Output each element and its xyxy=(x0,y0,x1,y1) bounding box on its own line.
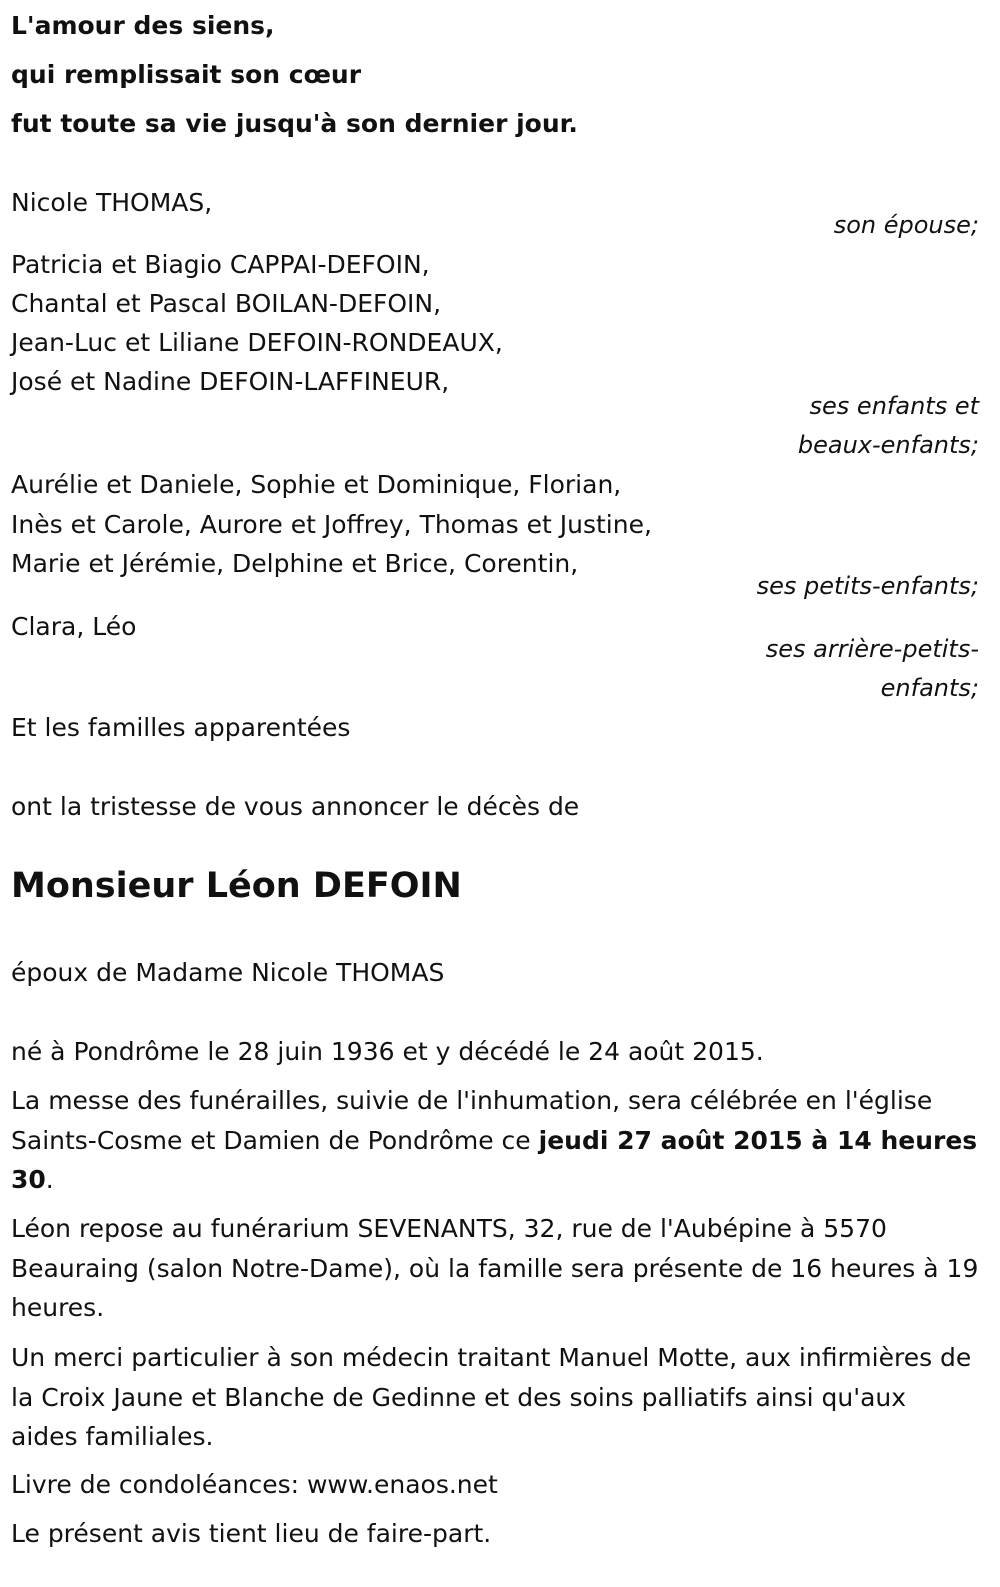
grandchildren-relation: ses petits-enfants; xyxy=(756,572,979,600)
great-grandchildren-names: Clara, Léo xyxy=(11,612,137,641)
grandchildren-names: Marie et Jérémie, Delphine et Brice, Corentin, xyxy=(11,549,579,578)
motto-line-2: qui remplissait son cœur xyxy=(11,60,362,89)
relatives-line: Et les familles apparentées xyxy=(11,713,351,742)
visitation-paragraph: Léon repose au funérarium SEVENANTS, 32, rue de l'Aubépine à 5570 Beauraing (salon Notre-Dame), où la famille sera présente de 16 heures à 19 heures. xyxy=(11,1214,979,1322)
child-couple: José et Nadine DEFOIN-LAFFINEUR, xyxy=(11,367,450,396)
announcement-line: ont la tristesse de vous annoncer le décès de xyxy=(11,792,580,821)
child-couple: Chantal et Pascal BOILAN-DEFOIN, xyxy=(11,289,442,318)
child-couple: Patricia et Biagio CAPPAI-DEFOIN, xyxy=(11,250,430,279)
spouse-name: Nicole THOMAS, xyxy=(11,188,213,217)
funeral-text-end: . xyxy=(45,1165,54,1194)
great-grandchildren-relation: enfants; xyxy=(880,674,979,702)
great-grandchildren-relation: ses arrière-petits- xyxy=(765,635,979,663)
child-couple: Jean-Luc et Liliane DEFOIN-RONDEAUX, xyxy=(11,328,503,357)
grandchildren-names: Aurélie et Daniele, Sophie et Dominique, Florian, xyxy=(11,470,622,499)
funeral-paragraph xyxy=(11,1081,979,1200)
children-relation: ses enfants et xyxy=(809,392,979,420)
deceased-name: Monsieur Léon DEFOIN xyxy=(11,866,462,906)
grandchildren-names: Inès et Carole, Aurore et Joffrey, Thomas et Justine, xyxy=(11,510,652,539)
thanks-paragraph: Un merci particulier à son médecin traitant Manuel Motte, aux infirmières de la Croix Jaune et Blanche de Gedinne et des soins palliatifs ainsi qu'aux aides familiales. xyxy=(11,1343,972,1451)
funeral-datetime: jeudi 27 août 2015 à 14 heures 30 xyxy=(11,1125,978,1194)
motto-line-1: L'amour des siens, xyxy=(11,11,275,40)
funeral-text: La messe des funérailles, suivie de l'inhumation, sera célébrée en l'église Saints-Cosme et Damien de Pondrôme ce xyxy=(11,1086,933,1155)
motto-line-3: fut toute sa vie jusqu'à son dernier jour. xyxy=(11,109,578,138)
spouse-relation: son épouse; xyxy=(833,211,979,239)
closing-line: Le présent avis tient lieu de faire-part. xyxy=(11,1519,492,1548)
deceased-spouse-line: époux de Madame Nicole THOMAS xyxy=(11,958,445,987)
birth-death-line: né à Pondrôme le 28 juin 1936 et y décédé le 24 août 2015. xyxy=(11,1037,764,1066)
condolences-line: Livre de condoléances: www.enaos.net xyxy=(11,1470,498,1499)
obituary-notice xyxy=(11,0,979,1587)
children-relation: beaux-enfants; xyxy=(797,431,979,459)
